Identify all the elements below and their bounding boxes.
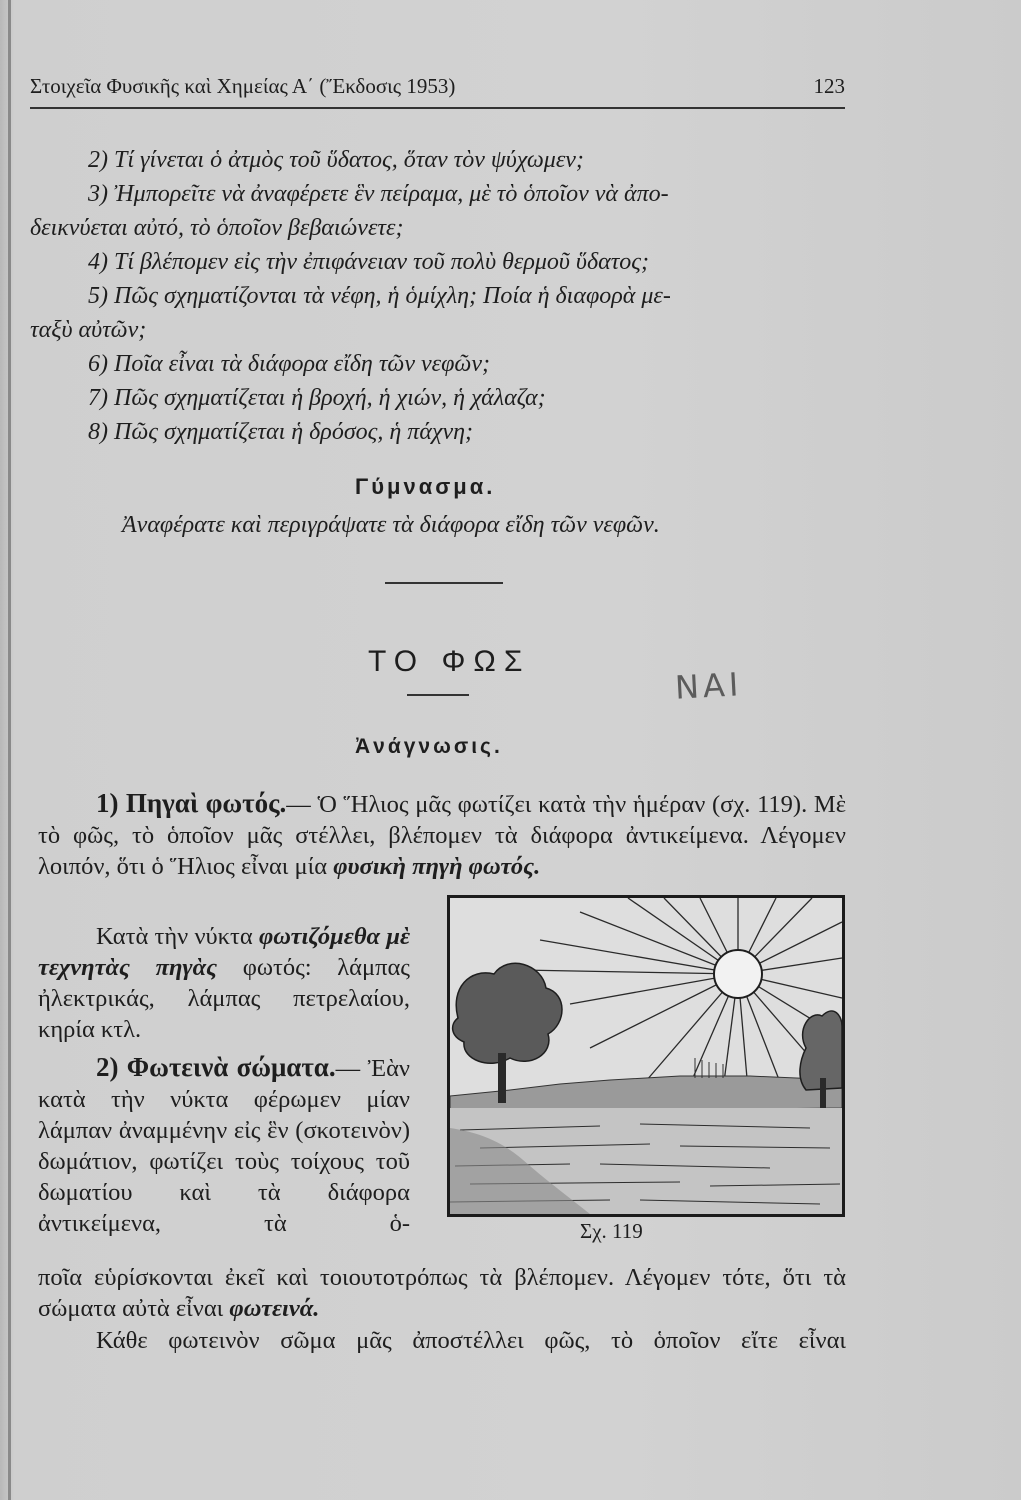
emission-text: Κάθε φωτεινὸν σῶμα μᾶς ἀποστέλλει φῶς, τὸ ὁποῖον εἴτε εἶναι: [96, 1327, 846, 1354]
paragraph-emission: [38, 1325, 846, 1356]
question-5-cont: ταξὺ αὐτῶν;: [30, 317, 147, 343]
heading-light-sources: 1) Πηγαὶ φωτός.: [96, 788, 287, 818]
question-6: 6) Ποῖα εἶναι τὰ διάφορα εἴδη τῶν νεφῶν;: [88, 351, 490, 377]
emph-artificial-sources: φωτιζόμεθα μὲ τεχνητὰς πηγὰς: [38, 923, 410, 981]
exercise-title: Γύμνασμα.: [355, 474, 496, 499]
emph-luminous: φωτεινά.: [229, 1295, 320, 1322]
header-rule: [30, 107, 845, 109]
figure-sun-landscape: [447, 895, 845, 1217]
question-4: 4) Τί βλέπομεν εἰς τὴν ἐπιφάνειαν τοῦ πολὺ θερμοῦ ὕδατος;: [88, 249, 650, 275]
artificial-text-1: Κατὰ τὴν νύκτα: [96, 923, 253, 950]
header-title: Στοιχεῖα Φυσικῆς καὶ Χημείας Α΄ (Ἔκδοσις 1953): [30, 74, 456, 98]
section-divider: [385, 582, 503, 584]
heading-luminous-bodies: 2) Φωτεινὰ σώματα.: [96, 1052, 336, 1082]
paragraph-luminous-bodies: [38, 1052, 410, 1239]
figure-caption: Σχ. 119: [580, 1219, 643, 1243]
sun: [714, 950, 762, 998]
paragraph-light-sources-text: — Ὁ Ἥλιος μᾶς φωτίζει κατὰ τὴν ἡμέραν (σχ. 119). Μὲ τὸ φῶς, τὸ ὁποῖον μᾶς στέλλει, βλέπομεν τὰ διάφορα ἀντικείμενα. Λέγομεν λοιπόν, ὅτι ὁ Ἥλιος εἶναι μία: [38, 791, 846, 880]
question-5: 5) Πῶς σχηματίζονται τὰ νέφη, ἡ ὁμίχλη; Ποία ἡ διαφορὰ με-: [88, 283, 671, 309]
question-3-cont: δεικνύεται αὐτό, τὸ ὁποῖον βεβαιώνετε;: [30, 215, 404, 241]
paragraph-luminous-bodies-cont: [38, 1262, 846, 1324]
question-8: 8) Πῶς σχηματίζεται ἡ δρόσος, ἡ πάχνη;: [88, 419, 474, 445]
emph-natural-source: φυσικὴ πηγὴ φωτός.: [333, 853, 541, 880]
question-3: 3) Ἠμπορεῖτε νὰ ἀναφέρετε ἓν πείραμα, μὲ τὸ ὁποῖον νὰ ἀπο-: [88, 181, 669, 207]
exercise-text: Ἀναφέρατε καὶ περιγράψατε τὰ διάφορα εἴδη τῶν νεφῶν.: [122, 512, 660, 538]
sun-landscape-illustration: [450, 898, 842, 1214]
luminous-text-1: — Ἐὰν κατὰ τὴν νύκτα φέρωμεν μίαν λάμπαν ἀναμμένην εἰς ἓν (σκοτεινὸν) δωμάτιον, φωτίζει τοὺς τοίχους τοῦ δωματίου καὶ τὰ διάφορα ἀντικείμενα, τὰ ὁ-: [38, 1055, 410, 1237]
luminous-text-2: ποῖα εὑρίσκονται ἐκεῖ καὶ τοιουτοτρόπως τὰ βλέπομεν. Λέγομεν τότε, ὅτι τὰ σώματα αὐτὰ εἶναι: [38, 1264, 846, 1322]
running-header: [30, 70, 845, 102]
title-underline: [407, 694, 469, 696]
question-7: 7) Πῶς σχηματίζεται ἡ βροχή, ἡ χιών, ἡ χάλαζα;: [88, 385, 546, 411]
reading-title: Ἀνάγνωσις.: [355, 735, 503, 758]
paragraph-artificial-sources: [38, 921, 410, 1045]
section-title: ΤΟ ΦΩΣ: [368, 645, 531, 678]
artificial-text-2: φωτός: λάμπας ἠλεκτρικάς, λάμπας πετρελαίου, κηρία κτλ.: [38, 954, 410, 1043]
handwritten-note: ΝΑΙ: [674, 665, 744, 707]
question-2: 2) Τί γίνεται ὁ ἀτμὸς τοῦ ὕδατος, ὅταν τὸν ψύχωμεν;: [88, 147, 584, 173]
page-number: 123: [813, 74, 845, 98]
book-spine-edge: [8, 0, 11, 1500]
paragraph-light-sources: [38, 788, 846, 882]
